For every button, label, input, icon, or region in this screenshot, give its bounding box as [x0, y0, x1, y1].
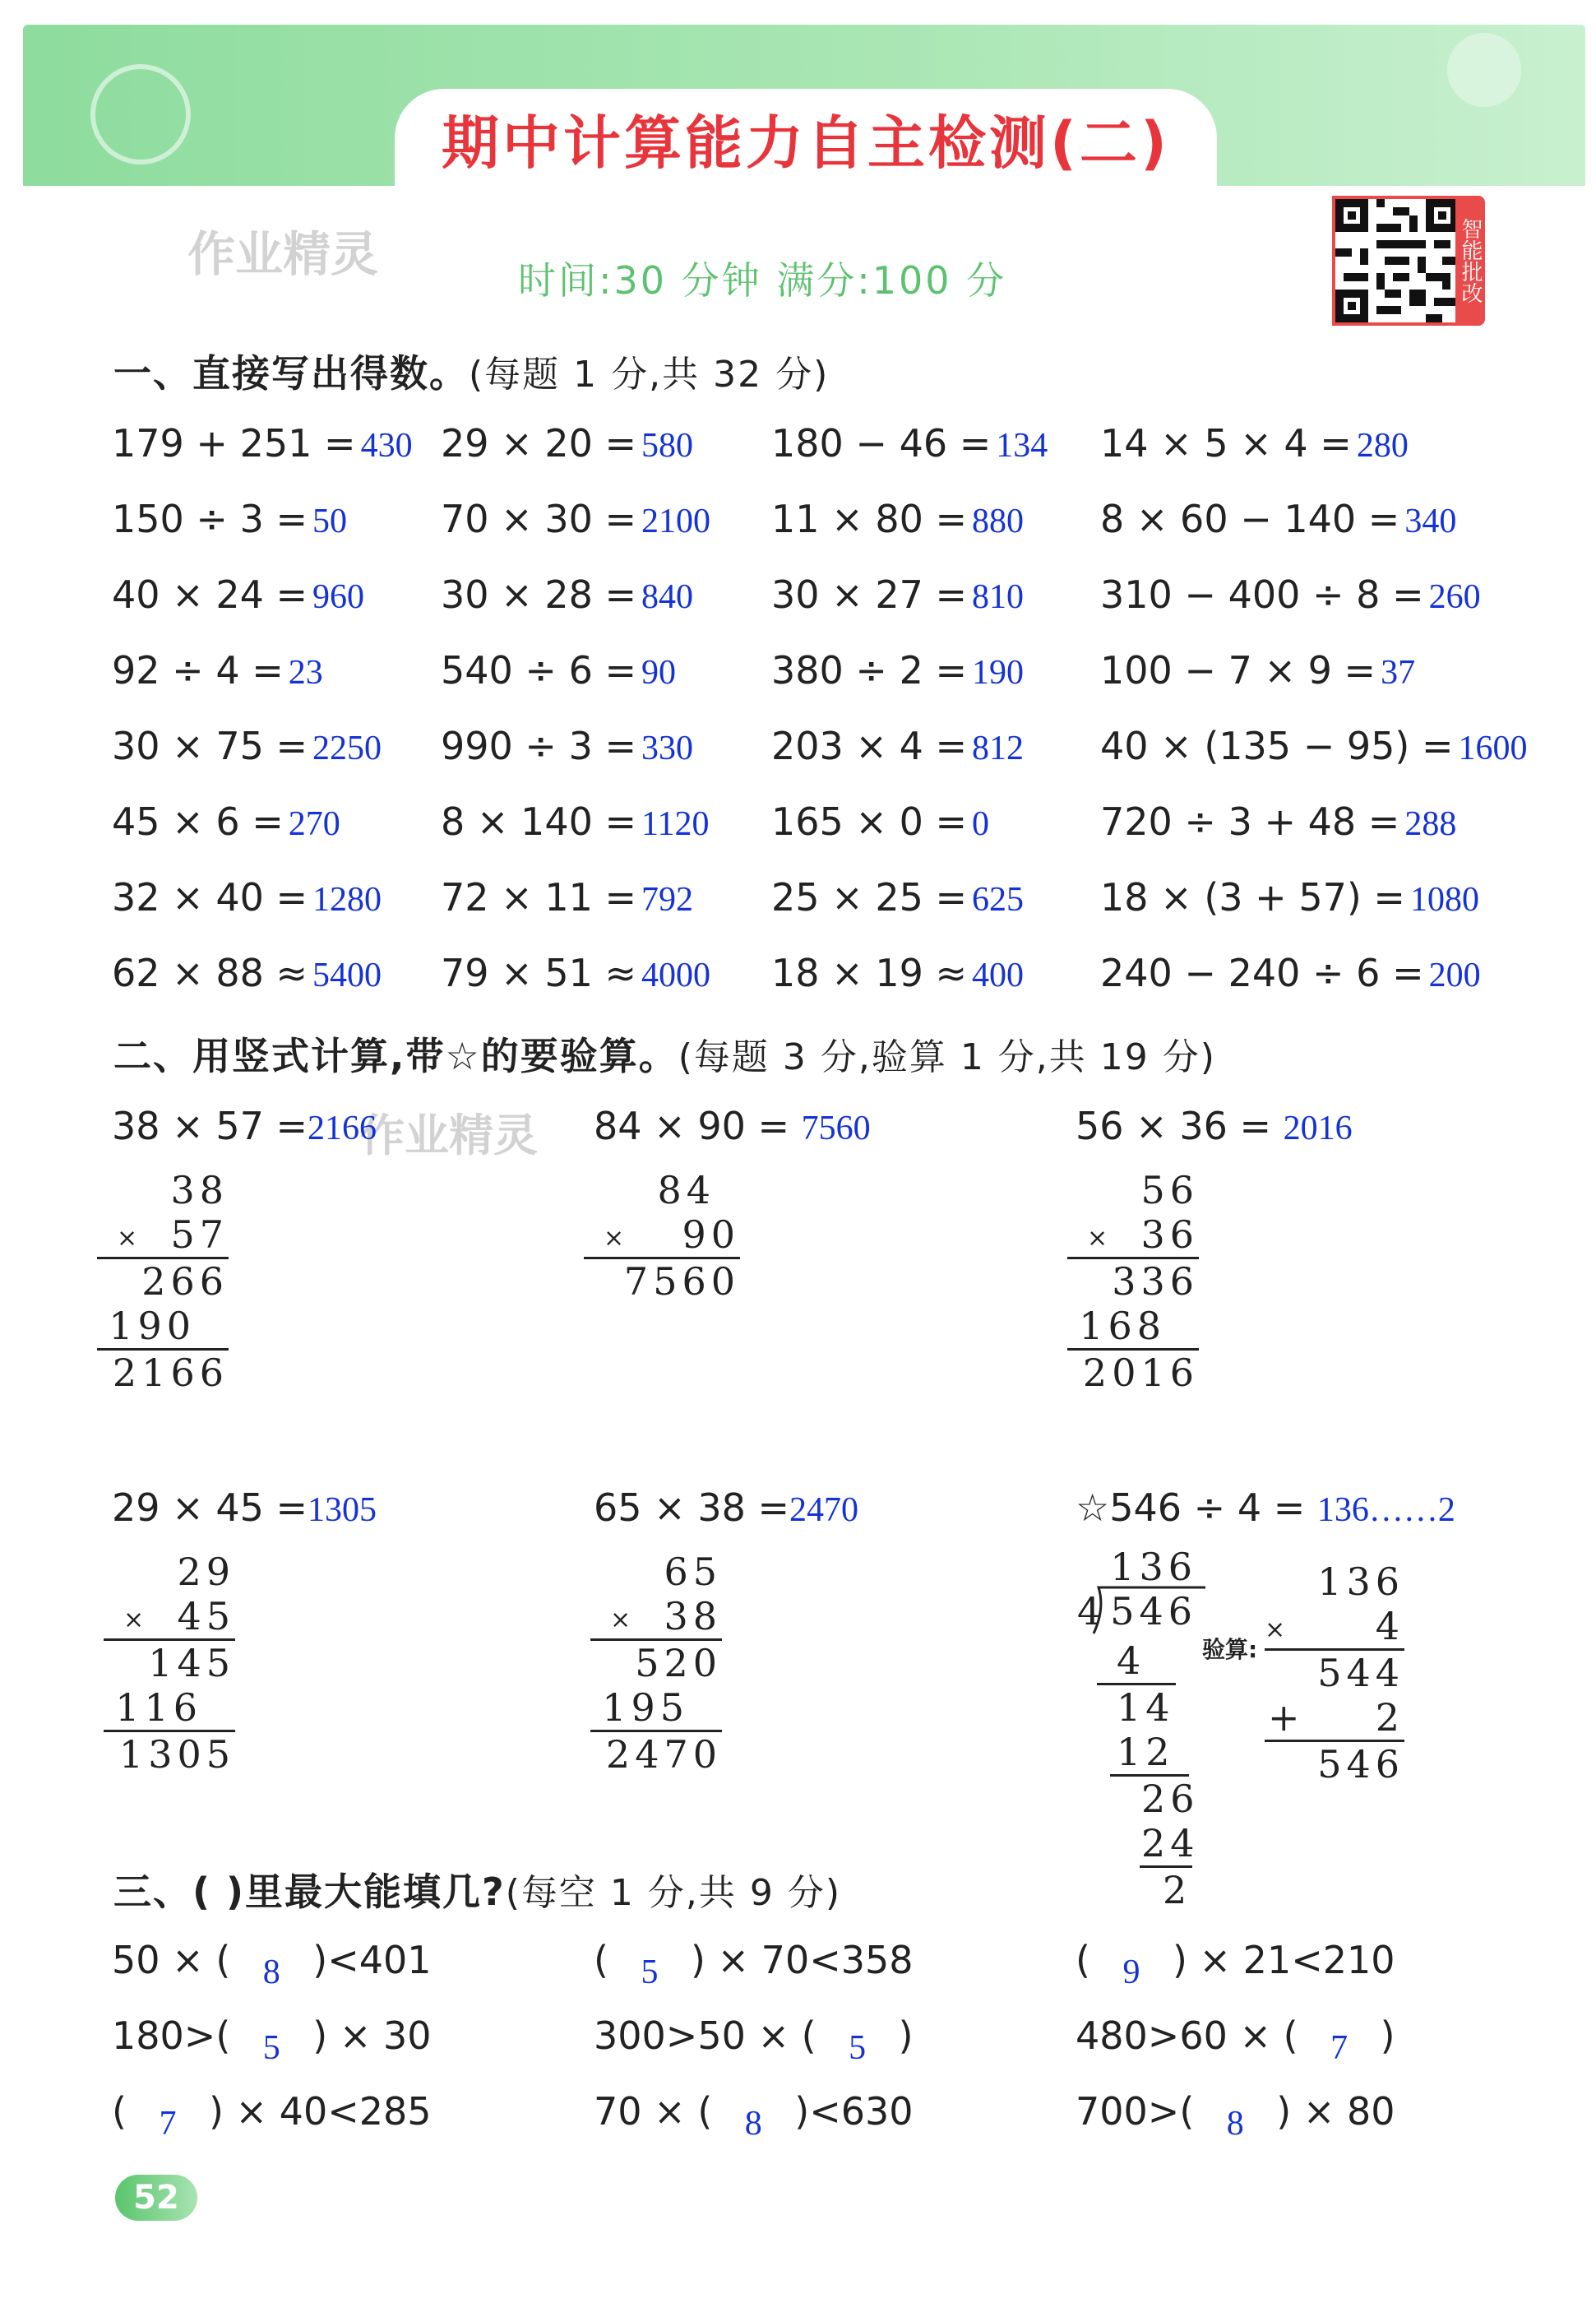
- question-text: 180 − 46 =: [771, 421, 992, 466]
- vertical-problem-4: [112, 1485, 377, 1530]
- division-step: 14: [1117, 1685, 1175, 1730]
- question-text: 70 × 30 =: [441, 497, 637, 541]
- multiplicand: 29: [177, 1550, 235, 1594]
- problem-answer: 7560: [801, 1110, 871, 1147]
- check-result: 546: [1317, 1742, 1404, 1786]
- multiplier: 90: [682, 1212, 740, 1257]
- mental-math-item: [1100, 875, 1479, 920]
- question-text: 30 × 28 =: [441, 572, 637, 617]
- watermark: 作业精灵: [360, 1110, 538, 1161]
- partial-product: 336: [1112, 1259, 1199, 1304]
- answer-text: 625: [972, 881, 1025, 919]
- question-text: 540 ÷ 6 =: [441, 648, 637, 693]
- fill-blank-item: [1076, 2089, 1395, 2143]
- mental-math-item: [1100, 951, 1481, 995]
- times-sign: ×: [610, 1606, 636, 1634]
- question-text: 310 − 400 ÷ 8 =: [1100, 572, 1424, 617]
- check-work: [1265, 1559, 1404, 1786]
- answer-text: 812: [972, 730, 1025, 767]
- time-score-info: 时间:30 分钟 满分:100 分: [518, 258, 1007, 303]
- decorative-circle: [90, 64, 191, 164]
- question-text: 179 + 251 =: [112, 421, 356, 466]
- question-text: 720 ÷ 3 + 48 =: [1100, 799, 1400, 844]
- mental-math-item: [441, 951, 710, 995]
- mental-math-item: [1100, 648, 1415, 693]
- section3-note: (每空 1 分,共 9 分): [505, 1872, 842, 1914]
- expression-prefix: 700>(: [1076, 2089, 1195, 2134]
- question-text: 203 × 4 =: [771, 724, 968, 768]
- mental-math-item: [1100, 572, 1481, 617]
- question-text: 380 ÷ 2 =: [771, 648, 968, 693]
- question-text: 29 × 20 =: [441, 421, 637, 466]
- expression-suffix: ) × 70<358: [690, 1938, 914, 1982]
- question-text: 40 × (135 − 95) =: [1100, 724, 1454, 768]
- qr-code-icon[interactable]: [1332, 196, 1462, 326]
- partial-product: 266: [141, 1259, 229, 1304]
- blank-answer[interactable]: 5: [641, 1953, 659, 1991]
- question-text: 165 × 0 =: [771, 799, 968, 844]
- plus-sign: +: [1268, 1695, 1305, 1740]
- expression-suffix: )<401: [312, 1938, 432, 1982]
- fill-blank-item: [594, 2089, 914, 2143]
- answer-text: 280: [1356, 427, 1409, 465]
- answer-text: 1080: [1409, 881, 1479, 919]
- multiplicand: 84: [657, 1168, 715, 1212]
- answer-text: 880: [972, 503, 1025, 540]
- partial-product: 520: [635, 1641, 722, 1685]
- blank-answer[interactable]: 8: [262, 1953, 280, 1991]
- blank-answer[interactable]: 5: [262, 2029, 280, 2067]
- product: 2470: [605, 1732, 722, 1777]
- multiplier: 38: [664, 1594, 722, 1638]
- expression-prefix: (: [112, 2089, 127, 2134]
- fill-blank-item: [594, 1938, 914, 1991]
- expression-prefix: (: [1076, 1938, 1090, 1982]
- problem-answer: 2016: [1283, 1110, 1353, 1147]
- answer-text: 430: [360, 427, 413, 465]
- partial-product: 145: [148, 1641, 235, 1685]
- question-text: 32 × 40 =: [112, 875, 308, 920]
- question-text: 30 × 75 =: [112, 724, 308, 768]
- expression-prefix: 50 × (: [112, 1938, 231, 1982]
- answer-text: 190: [972, 654, 1025, 692]
- fill-blank-item: [112, 2013, 432, 2067]
- vertical-work-2: [584, 1168, 740, 1304]
- expression-prefix: (: [594, 1938, 608, 1982]
- partial-product: 195: [602, 1685, 689, 1730]
- answer-text: 90: [641, 654, 677, 692]
- mental-math-item: [771, 875, 1024, 920]
- vertical-work-3: [1067, 1168, 1199, 1395]
- fill-blank-item: [112, 1938, 432, 1991]
- problem-text: 38 × 57 =: [112, 1104, 308, 1148]
- answer-text: 2250: [312, 730, 382, 767]
- question-text: 30 × 27 =: [771, 572, 968, 617]
- blank-answer[interactable]: 7: [159, 2105, 177, 2143]
- vertical-work-5: [590, 1550, 722, 1777]
- answer-text: 2100: [641, 503, 711, 540]
- mental-math-item: [771, 951, 1024, 995]
- answer-text: 580: [641, 427, 694, 465]
- mental-math-item: [441, 648, 676, 693]
- answer-text: 330: [641, 730, 694, 767]
- check-multiplier: 4: [1375, 1604, 1404, 1648]
- fill-blank-item: [594, 2013, 914, 2067]
- division-step: 26: [1141, 1777, 1200, 1821]
- remainder: 2: [1163, 1868, 1192, 1912]
- expression-suffix: ) × 40<285: [208, 2089, 432, 2134]
- section3-title: 三、( )里最大能填几?: [113, 1870, 506, 1914]
- mental-math-item: [112, 875, 382, 920]
- question-text: 18 × (3 + 57) =: [1100, 875, 1405, 920]
- product: 7560: [623, 1259, 740, 1304]
- answer-text: 37: [1381, 654, 1416, 692]
- section1-title: 一、直接写出得数。: [113, 351, 469, 396]
- problem-text: 29 × 45 =: [112, 1485, 308, 1530]
- partial-product: 190: [109, 1304, 196, 1348]
- product: 2016: [1082, 1351, 1199, 1395]
- problem-answer: 2470: [789, 1491, 859, 1529]
- mental-math-item: [112, 951, 382, 995]
- mental-math-item: [771, 497, 1024, 541]
- mental-math-item: [1100, 799, 1456, 844]
- mental-math-item: [1100, 724, 1528, 768]
- multiplier: 45: [177, 1594, 235, 1638]
- blank-answer[interactable]: 5: [849, 2029, 867, 2067]
- blank-answer[interactable]: 8: [744, 2105, 762, 2143]
- answer-text: 960: [312, 578, 365, 616]
- times-sign: ×: [604, 1224, 630, 1253]
- mental-math-item: [112, 648, 323, 693]
- mental-math-item: [441, 724, 693, 768]
- vertical-problem-1: [112, 1104, 377, 1148]
- expression-prefix: 480>60 × (: [1076, 2013, 1298, 2058]
- check-remainder: 2: [1375, 1695, 1404, 1740]
- answer-text: 792: [641, 881, 694, 919]
- mental-math-item: [771, 572, 1024, 617]
- answer-text: 4000: [641, 957, 711, 994]
- mental-math-item: [771, 799, 989, 844]
- question-text: 240 − 240 ÷ 6 =: [1100, 951, 1424, 995]
- question-text: 150 ÷ 3 =: [112, 497, 308, 541]
- fill-blank-item: [112, 2089, 432, 2143]
- question-text: 11 × 80 =: [771, 497, 968, 541]
- question-text: 25 × 25 =: [771, 875, 968, 920]
- division-step: 4: [1117, 1638, 1146, 1683]
- multiplier: 57: [170, 1212, 229, 1257]
- answer-text: 0: [972, 805, 990, 843]
- mental-math-item: [441, 799, 709, 844]
- mental-math-item: [441, 572, 693, 617]
- mental-math-item: [112, 497, 347, 541]
- check-multiplicand: 136: [1317, 1559, 1404, 1604]
- multiplicand: 38: [170, 1168, 229, 1212]
- expression-prefix: 70 × (: [594, 2089, 713, 2134]
- mental-math-item: [112, 799, 340, 844]
- check-label: 验算:: [1202, 1636, 1258, 1663]
- vertical-problem-2: [594, 1104, 871, 1148]
- mental-math-item: [771, 724, 1024, 768]
- answer-text: 400: [972, 957, 1025, 994]
- problem-text: 84 × 90 =: [594, 1104, 790, 1148]
- problem-text: ☆546 ÷ 4 =: [1076, 1485, 1306, 1530]
- fill-blank-item: [1076, 2013, 1395, 2067]
- question-text: 18 × 19 ≈: [771, 951, 968, 995]
- mental-math-item: [441, 421, 693, 466]
- times-sign: ×: [117, 1224, 143, 1253]
- mental-math-item: [441, 875, 693, 920]
- partial-product: 116: [115, 1685, 202, 1730]
- product: 2166: [112, 1351, 229, 1395]
- section2-heading: [113, 1026, 1216, 1081]
- answer-text: 840: [641, 578, 694, 616]
- answer-text: 810: [972, 578, 1025, 616]
- blank-answer[interactable]: 7: [1330, 2029, 1349, 2067]
- blank-answer[interactable]: 8: [1226, 2105, 1244, 2143]
- expression-suffix: ) × 80: [1276, 2089, 1395, 2134]
- dividend: 546: [1110, 1589, 1197, 1633]
- question-text: 79 × 51 ≈: [441, 951, 637, 995]
- multiplier: 36: [1140, 1212, 1199, 1257]
- answer-text: 1280: [312, 881, 382, 919]
- section2-note: (每题 3 分,验算 1 分,共 19 分): [678, 1036, 1216, 1078]
- expression-prefix: 180>(: [112, 2013, 231, 2058]
- times-sign: ×: [1265, 1615, 1291, 1644]
- times-sign: ×: [1087, 1224, 1113, 1253]
- question-text: 62 × 88 ≈: [112, 951, 308, 995]
- vertical-problem-6: [1076, 1485, 1455, 1530]
- question-text: 100 − 7 × 9 =: [1100, 648, 1376, 693]
- section1-heading: [113, 344, 829, 398]
- question-text: 14 × 5 × 4 =: [1100, 421, 1352, 466]
- mental-math-item: [1100, 421, 1409, 466]
- section3-heading: [113, 1862, 841, 1916]
- blank-answer[interactable]: 9: [1122, 1953, 1140, 1991]
- problem-text: 65 × 38 =: [594, 1485, 790, 1530]
- division-step: 12: [1117, 1730, 1175, 1774]
- divisor: 4: [1077, 1589, 1107, 1633]
- expression-suffix: )<630: [794, 2089, 914, 2134]
- mental-math-item: [771, 421, 1048, 466]
- answer-text: 340: [1404, 503, 1457, 540]
- expression-suffix: ) × 21<210: [1172, 1938, 1395, 1982]
- mental-math-item: [112, 421, 413, 466]
- page-title: 期中计算能力自主检测(二): [442, 109, 1170, 177]
- partial-product: 168: [1079, 1304, 1166, 1348]
- vertical-work-4: [104, 1550, 235, 1777]
- question-text: 40 × 24 =: [112, 572, 308, 617]
- question-text: 8 × 140 =: [441, 799, 637, 844]
- vertical-work-1: [97, 1168, 229, 1395]
- vertical-problem-3: [1076, 1104, 1353, 1148]
- smart-grading-tag: 智能批改: [1455, 196, 1485, 326]
- product: 1305: [118, 1732, 235, 1777]
- quotient: 136: [1110, 1545, 1197, 1589]
- mental-math-item: [112, 724, 382, 768]
- question-text: 92 ÷ 4 =: [112, 648, 284, 693]
- long-division: [1069, 1545, 1209, 1912]
- page-number: 52: [115, 2175, 197, 2221]
- expression-suffix: ): [1380, 2013, 1395, 2058]
- mental-math-item: [771, 648, 1024, 693]
- section1-note: (每题 1 分,共 32 分): [469, 354, 830, 396]
- expression-prefix: 300>50 × (: [594, 2013, 817, 2058]
- answer-text: 260: [1428, 578, 1481, 616]
- mental-math-item: [441, 497, 710, 541]
- fill-blank-item: [1076, 1938, 1395, 1991]
- question-text: 990 ÷ 3 =: [441, 724, 637, 768]
- decorative-circle: [1447, 33, 1521, 107]
- answer-text: 200: [1428, 957, 1481, 994]
- problem-text: 56 × 36 =: [1076, 1104, 1272, 1148]
- expression-suffix: ) × 30: [312, 2013, 432, 2058]
- question-text: 45 × 6 =: [112, 799, 284, 844]
- vertical-problem-5: [594, 1485, 858, 1530]
- answer-text: 1120: [641, 805, 710, 843]
- mental-math-item: [1100, 497, 1456, 541]
- check-product: 544: [1317, 1651, 1404, 1695]
- expression-suffix: ): [898, 2013, 914, 2058]
- answer-text: 288: [1404, 805, 1457, 843]
- mental-math-item: [112, 572, 364, 617]
- question-text: 8 × 60 − 140 =: [1100, 497, 1400, 541]
- answer-text: 23: [288, 654, 323, 692]
- times-sign: ×: [123, 1606, 150, 1634]
- answer-text: 270: [288, 805, 340, 843]
- answer-text: 134: [996, 427, 1048, 465]
- multiplicand: 56: [1140, 1168, 1199, 1212]
- answer-text: 1600: [1458, 730, 1528, 767]
- answer-text: 50: [312, 503, 348, 540]
- section2-title: 二、用竖式计算,带☆的要验算。: [113, 1034, 678, 1078]
- multiplicand: 65: [664, 1550, 722, 1594]
- problem-answer: 1305: [308, 1491, 377, 1529]
- answer-text: 5400: [312, 957, 382, 994]
- problem-answer: 136……2: [1316, 1491, 1455, 1529]
- watermark: 作业精灵: [187, 226, 379, 282]
- qr-code-block[interactable]: [1332, 188, 1490, 326]
- problem-answer: 2166: [308, 1110, 377, 1147]
- question-text: 72 × 11 =: [441, 875, 637, 920]
- division-step: 24: [1141, 1821, 1200, 1865]
